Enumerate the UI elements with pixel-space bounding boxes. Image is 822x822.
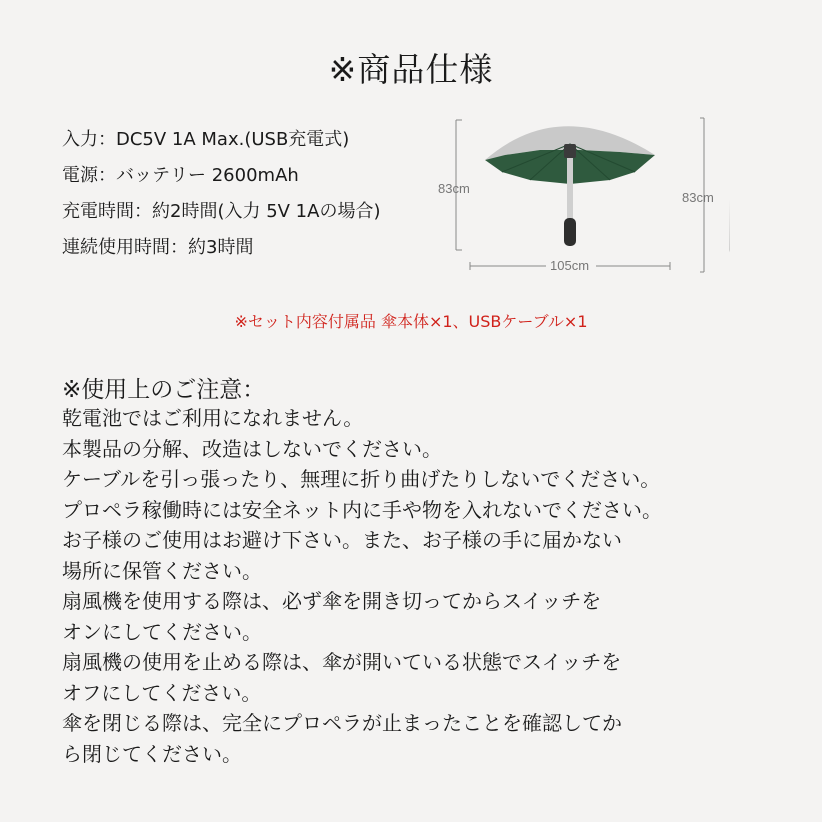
caution-line: 傘を閉じる際は、完全にプロペラが止まったことを確認してか (62, 711, 622, 735)
handle (564, 218, 576, 246)
caution-line: 扇風機の使用を止める際は、傘が開いている状態でスイッチを (62, 650, 622, 674)
width-label: 105cm (550, 258, 590, 273)
caution-line: 本製品の分解、改造はしないでください。 (62, 436, 442, 461)
caution-line: ケーブルを引っ張ったり、無理に折り曲げたりしないでください。 (62, 467, 661, 491)
caution-line: 乾電池ではご利用になれません。 (62, 406, 364, 430)
caution-line: お子様のご使用はお避け下さい。また、お子様の手に届かない (62, 528, 622, 552)
umbrella-dimension-diagram (430, 100, 730, 290)
closed-height-label: 83cm (682, 190, 714, 205)
caution-line: ら閉じてください。 (62, 741, 242, 766)
spec-list (62, 122, 380, 266)
caution-line: オンにしてください。 (62, 619, 262, 644)
accessory-note: ※セット内容付属品 傘本体×1、USBケーブル×1 (234, 312, 588, 331)
caution-list (62, 403, 802, 769)
caution-line: オフにしてください。 (62, 680, 262, 705)
page-title: ※商品仕様 (328, 50, 494, 89)
spec-run-time: 連続使用時間：約3時間 (62, 237, 254, 258)
open-height-label: 83cm (438, 181, 470, 196)
caution-line: プロペラ稼働時には安全ネット内に手や物を入れないでください。 (62, 497, 662, 522)
fan-unit (564, 144, 576, 158)
spec-charge-time: 充電時間：約2時間(入力 5V 1Aの場合) (62, 201, 381, 222)
caution-line: 扇風機を使用する際は、必ず傘を開き切ってからスイッチを (62, 589, 602, 613)
caution-line: 場所に保管ください。 (62, 558, 262, 583)
open-umbrella-icon (485, 126, 655, 246)
caution-heading: ※使用上のご注意： (62, 377, 266, 403)
spec-input: 入力：DC5V 1A Max.(USB充電式) (62, 129, 350, 150)
spec-power: 電源：バッテリー 2600mAh (62, 165, 299, 186)
